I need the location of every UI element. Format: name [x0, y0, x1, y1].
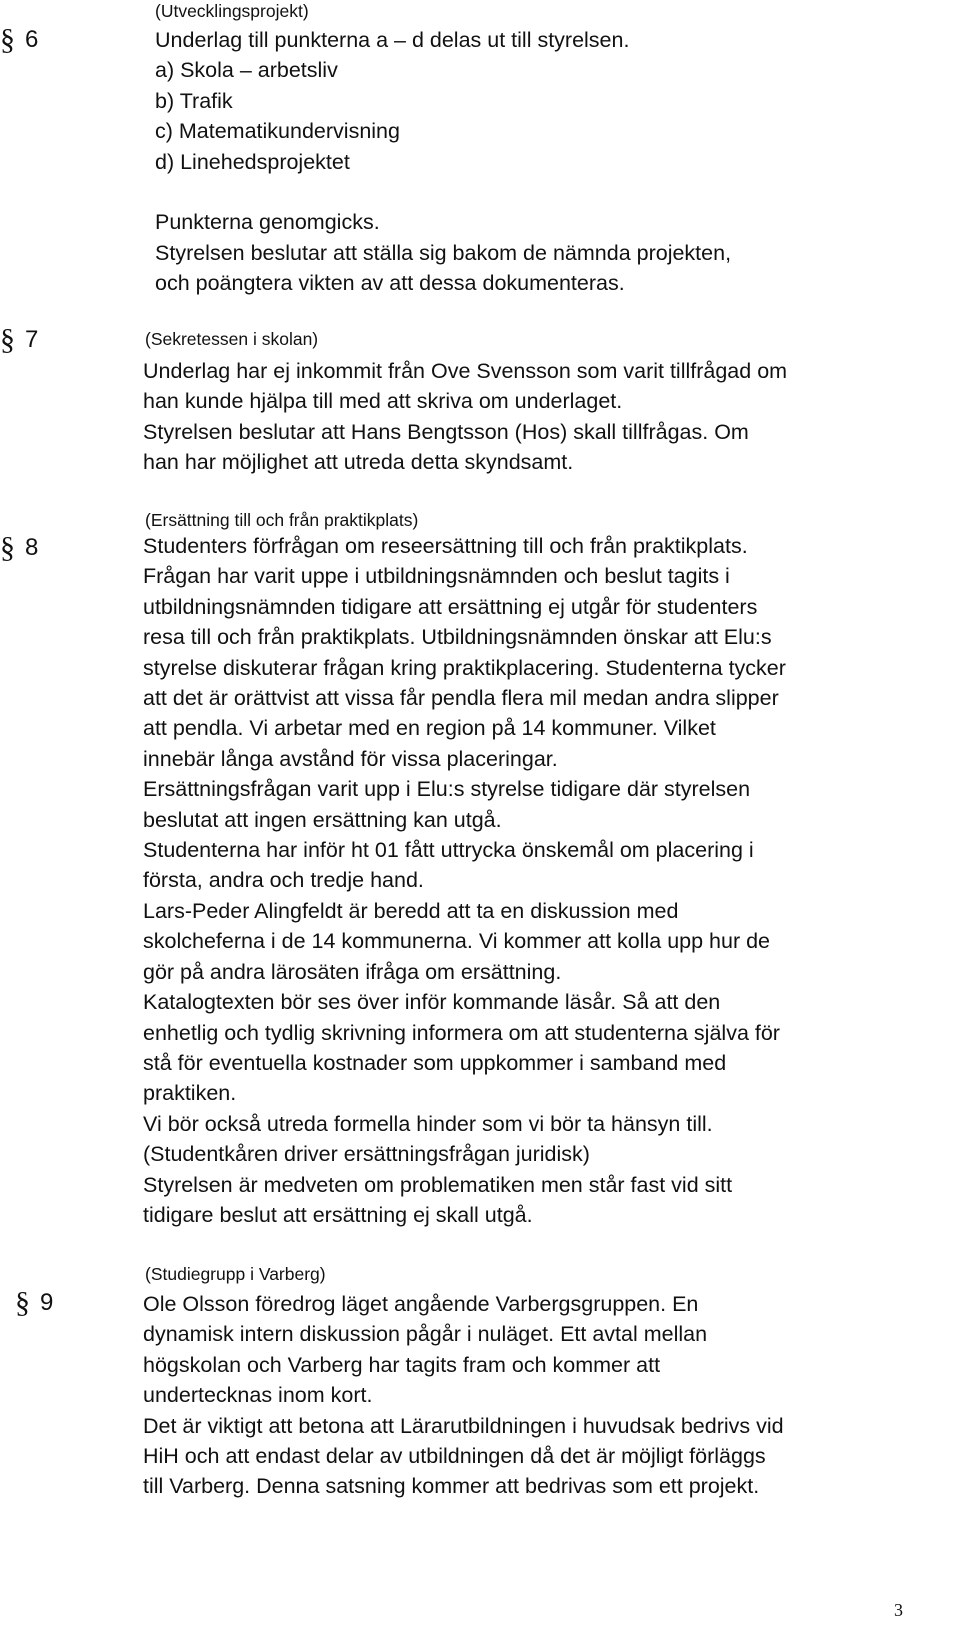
text-line: Underlag har ej inkommit från Ove Svensson som varit tillfrågad om [143, 359, 788, 383]
text-line: Ersättningsfrågan varit upp i Elu:s styrelse tidigare där styrelsen [143, 777, 751, 802]
text-line: Styrelsen är medveten om problematiken men står fast vid sitt [143, 1172, 733, 1197]
text-line: Styrelsen beslutar att ställa sig bakom de nämnda projekten, [155, 240, 732, 265]
item-7-number: 7 [25, 326, 39, 353]
text-line: praktiken. [143, 1081, 237, 1106]
text-line: Underlag till punkterna a – d delas ut till styrelsen. [155, 28, 630, 52]
text-line: högskolan och Varberg har tagits fram och kommer att [143, 1352, 661, 1377]
text-line: innebär långa avstånd för vissa placeringar. [143, 746, 558, 771]
item-8-number: 8 [25, 534, 39, 561]
item-9-number: 9 [40, 1289, 54, 1316]
page-number: 3 [894, 1600, 903, 1620]
text-line: dynamisk intern diskussion pågår i nuläget. Ett avtal mellan [143, 1322, 708, 1347]
item-9-heading: (Studiegrupp i Varberg) [145, 1264, 326, 1284]
item-7-body [143, 356, 787, 478]
text-line: Lars-Peder Alingfeldt är beredd att ta en diskussion med [143, 898, 679, 923]
text-line [155, 177, 731, 207]
text-line: Ole Olsson föredrog läget angående Varbergsgruppen. En [143, 1292, 699, 1316]
text-line: d) Linehedsprojektet [155, 149, 350, 174]
item-6-number: 6 [25, 26, 39, 53]
text-line: han har möjlighet att utreda detta skyndsamt. [143, 450, 574, 475]
text-line: (Studentkåren driver ersättningsfrågan juridisk) [143, 1142, 590, 1167]
section-symbol-icon: § [0, 531, 15, 564]
text-line: styrelse diskuterar frågan kring praktikplacering. Studenterna tycker [143, 655, 786, 680]
text-line: att pendla. Vi arbetar med en region på 14 kommuner. Vilket [143, 716, 716, 741]
text-line: Katalogtexten bör ses över inför kommande läsår. Så att den [143, 990, 721, 1015]
text-line: Frågan har varit uppe i utbildningsnämnden och beslut tagits i [143, 564, 730, 589]
text-line: och poängtera vikten av att dessa dokumenteras. [155, 271, 625, 296]
text-line: till Varberg. Denna satsning kommer att bedrivas som ett projekt. [143, 1474, 760, 1499]
text-line: första, andra och tredje hand. [143, 868, 424, 893]
item-6-heading: (Utvecklingsprojekt) [155, 1, 309, 21]
item-9-body [143, 1289, 784, 1502]
section-symbol-icon: § [0, 323, 15, 356]
text-line: b) Trafik [155, 88, 233, 113]
text-line: stå för eventuella kostnader som uppkommer i samband med [143, 1050, 727, 1075]
text-line: enhetlig och tydlig skrivning informera om att studenterna själva för [143, 1020, 780, 1045]
item-8-body [143, 531, 786, 1230]
item-6-body [155, 25, 731, 299]
text-line: att det är orättvist att vissa får pendla flera mil medan andra slipper [143, 686, 779, 711]
text-line: resa till och från praktikplats. Utbildningsnämnden önskar att Elu:s [143, 625, 772, 650]
item-7-heading: (Sekretessen i skolan) [145, 329, 319, 349]
text-line: Vi bör också utreda formella hinder som vi bör ta hänsyn till. [143, 1111, 713, 1136]
text-line: HiH och att endast delar av utbildningen då det är möjligt förläggs [143, 1444, 766, 1469]
text-line: c) Matematikundervisning [155, 119, 400, 144]
section-symbol-icon: § [0, 23, 15, 56]
item-8-heading: (Ersättning till och från praktikplats) [145, 510, 419, 530]
text-line: skolcheferna i de 14 kommunerna. Vi kommer att kolla upp hur de [143, 929, 771, 954]
text-line: Studenterna har inför ht 01 fått uttrycka önskemål om placering i [143, 838, 754, 863]
text-line: han kunde hjälpa till med att skriva om underlaget. [143, 389, 623, 414]
text-line: Det är viktigt att betona att Lärarutbildningen i huvudsak bedrivs vid [143, 1413, 784, 1438]
text-line: Punkterna genomgicks. [155, 210, 380, 235]
text-line: beslutat att ingen ersättning kan utgå. [143, 807, 502, 832]
section-symbol-icon: § [15, 1286, 30, 1319]
text-line: Studenters förfrågan om reseersättning till och från praktikplats. [143, 534, 748, 558]
text-line: tidigare beslut att ersättning ej skall utgå. [143, 1202, 533, 1227]
text-line: undertecknas inom kort. [143, 1383, 373, 1408]
text-line: a) Skola – arbetsliv [155, 58, 338, 83]
text-line: gör på andra lärosäten ifråga om ersättning. [143, 959, 562, 984]
text-line: utbildningsnämnden tidigare att ersättning ej utgår för studenters [143, 594, 758, 619]
text-line: Styrelsen beslutar att Hans Bengtsson (Hos) skall tillfrågas. Om [143, 419, 749, 444]
